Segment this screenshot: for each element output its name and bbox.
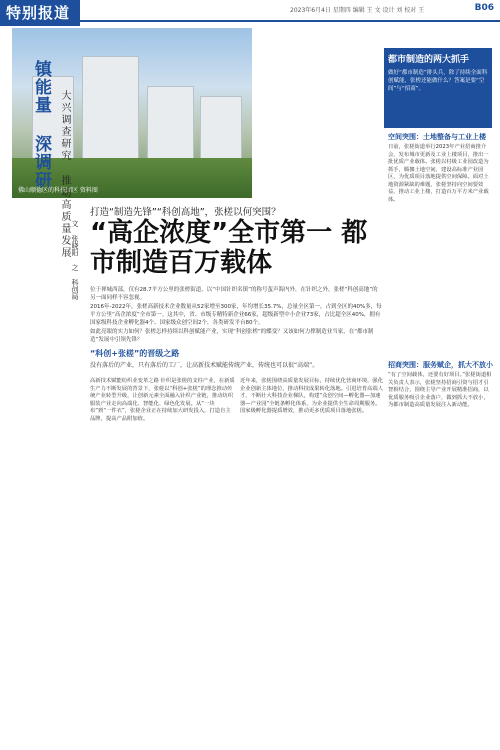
article-headline: “高企浓度”全市第一 都市制造百万载体	[90, 218, 368, 278]
section-subheading: 没有落后的产业，只有落后的工厂，让高新技术赋能传统产业，传统也可以很“高端”。	[90, 362, 319, 369]
building-shape	[82, 56, 139, 168]
section-heading: “科创+张槎”的晋级之路	[90, 349, 180, 358]
sidebar-section-text: 日前，张槎街道举行2023年产业招商推介会，发布城市更新及工业上楼项目，推出一批优质产业载体。张槎以村级工业园改造为抓手，腾挪土地空间，建设高标准产业园区，为优质项目落地提供空间保障。面对土地资源紧缺的难题，张槎坚持向空间要效益，推动工业上楼，打造百万平方米产业载体。	[388, 144, 489, 203]
page-number: B06	[474, 3, 494, 13]
byline: 文 张晓阳 之 科创局	[71, 220, 79, 300]
series-title: 镇能量 深调研	[31, 60, 51, 189]
building-shape	[147, 86, 194, 168]
photo-caption: 佛山顺德区的科技园区 资料图	[18, 187, 98, 194]
series-subtitle: 大兴调查研究 推动高质量发展	[59, 90, 70, 259]
body-column-2: 近年来，张槎围绕高质量发展目标，持续优化营商环境，强化企业创新主体地位，推动科技成果转化落地。引进培育高端人才，不断壮大科技企业梯队，构建“众创空间—孵化器—加速器—产业园”全链条孵化体系，为企业提供全生命周期服务。国家级孵化器提质增效，推动更多优质项目落地张槎。	[240, 378, 384, 414]
sidebar-section-title: 空间突围：土地整备与工业上楼	[388, 133, 486, 141]
sidebar-section-text: “有了空间载体，还要有好项目。”张槎街道相关负责人表示，张槎坚持招商引资与招才引智相结合，围绕主导产业开展精准招商，以优质服务吸引企业落户，做到抓大不放小，为都市制造高质量发展注入新动能。	[388, 372, 492, 408]
sidebar-title: 都市制造的两大抓手	[388, 55, 470, 65]
lead-paragraph: 如此亮眼的实力如何？张槎怎样持续以科创赋能产业，实现“科创张槎”的蝶变？又该如何力撑制造业当家，在“都市制造”发展中引领先锋？	[90, 329, 374, 343]
sidebar-section-title: 招商突围：服务赋企，抓大不放小	[388, 361, 493, 369]
lead-paragraph: 2016年-2022年，张槎高新技术企业数量从52家增至300家，年均增长35.7%，总量全区第一，占到全区的40%多，每平方公里“高企浓度”全市第一。这其中，省、市级专精特新企业66家，超级新型中小企业73家，占比超全区40%，拥有国家级科技企业孵化器4个、国家级众创空间2个，各类研发平台80个。	[90, 304, 382, 326]
article-deck: 打造“制造先锋”“科创高地”，张槎以何突围？	[90, 207, 281, 218]
issue-info: 2023年6月4日 星期四 编辑 王 文 设计 刘 校对 王	[290, 7, 425, 14]
lead-paragraph: 位于禅城西部，仅有28.7平方公里的张槎街道，以“中国针织名镇”的称号蜚声海内外，在针织之外，张槎“科创高地”的另一面同样不容忽视。	[90, 287, 378, 301]
article-lead	[90, 286, 382, 345]
sidebar-box	[384, 48, 492, 128]
sidebar-desc: 做好“都市制造”排头兵，除了持续全面科创赋能，张槎还能做什么？答案是要“空间”与“招商”。	[388, 70, 488, 92]
body-column-1: 高新技术赋能纺织业变革之路 针织是张槎的支柱产业，在新质生产力不断发展的背景下，张槎以“科创+张槎”的理念推动传统产业转型升级，让创新元素全面融入针织产业链，推动纺织服装产业走向高端化、智能化、绿色化发展。从“一块布”到“一件衣”，张槎企业正在持续加大研发投入，打造自主品牌，提高产品附加值。	[90, 378, 235, 422]
section-tag: 特别报道	[0, 0, 80, 26]
